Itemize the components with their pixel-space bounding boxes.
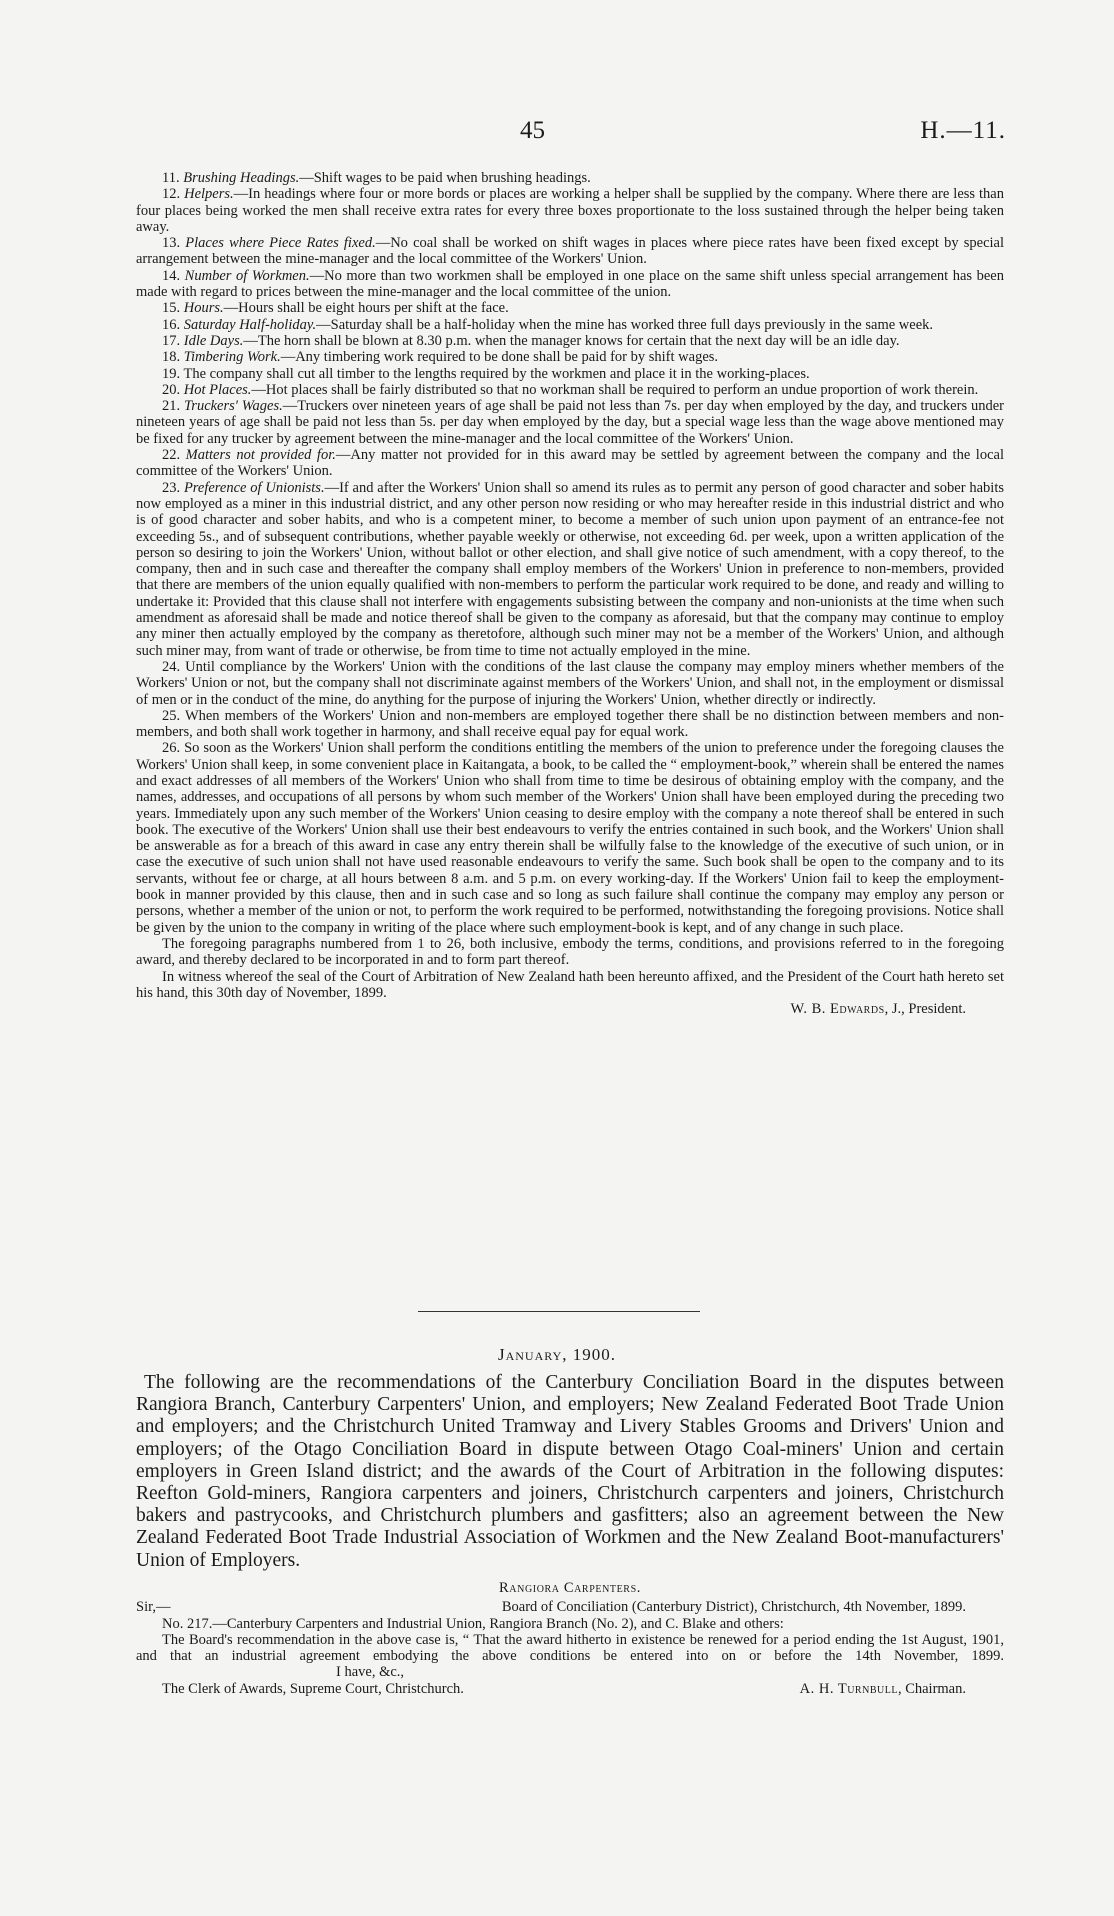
clause-19: 19. The company shall cut all timber to the lengths required by the workmen and place it in the working-places.: [162, 365, 810, 382]
i-have: I have, &c.,: [336, 1664, 405, 1681]
section-divider: [418, 1311, 700, 1312]
clause-15: 15. Hours.—Hours shall be eight hours per shift at the face.: [162, 300, 509, 317]
clause-25: 25. When members of the Workers' Union and non-members are employed together there shall be no distinction between members and non-members, and both shall work together in harmony, and shall receive equal pay for equal work.: [136, 707, 1004, 741]
clause-20: 20. Hot Places.—Hot places shall be fairly distributed so that no workman shall be required to perform an undue proportion of work therein.: [162, 381, 979, 398]
chairman-signature: A. H. Turnbull, Chairman.: [799, 1680, 966, 1697]
salutation: Sir,—: [136, 1599, 171, 1616]
president-signature: W. B. Edwards, J., President.: [790, 1001, 966, 1018]
closing-witness: In witness whereof the seal of the Court of Arbitration of New Zealand hath been hereunto affixed, and the President of the Court hath hereto set his hand, this 30th day of November, 1899.: [136, 968, 1004, 1001]
clause-14: 14. Number of Workmen.—No more than two workmen shall be employed in one place on the same shift unless special arrangement has been made with regard to prices between the mine-manager and the local committee of the union.: [136, 267, 1004, 301]
clause-17: 17. Idle Days.—The horn shall be blown at 8.30 p.m. when the manager knows for certain that the next day will be an idle day.: [162, 332, 900, 349]
board-line: Board of Conciliation (Canterbury District), Christchurch, 4th November, 1899.: [501, 1599, 966, 1616]
page-number: 45: [520, 117, 545, 144]
recommendation: The Board's recommendation in the above case is, “ That the award hitherto in existence be renewed for a period ending the 1st August, 1901, and that an industrial agreement embodying the above conditions be entered into on or before the 14th November, 1899.I have, &c.,: [136, 1631, 1004, 1681]
section-date: January, 1900.: [497, 1345, 617, 1364]
document-reference: H.—11.: [920, 117, 1006, 144]
clause-26: 26. So soon as the Workers' Union shall perform the conditions entitling the members of the union to preference under the foregoing clauses the Workers' Union shall keep, in some convenient place in Kaitangata, a book, to be called the “ employment-book,” wherein shall be entered the names and exact addresses of all members of the Workers' Union who shall from time to time be desirous of obtaining employ with the company, and the names, addresses, and occupations of all persons by whom such member of the Workers' Union shall have been employed during the preceding two years. Immediately upon any such member of the Workers' Union ceasing to desire employ with the company a note thereof shall be entered in such book. The executive of the Workers' Union shall use their best endeavours to verify the entries contained in such book, and the Workers' Union shall be answerable as for a breach of this award in case any entry therein shall be wilfully false to the knowledge of the executive of such union, or in case the executive of such union shall not have used reasonable endeavours to verify the same. Such book shall be open to the company and to its servants, without fee or charge, at all hours between 8 a.m. and 5 p.m. on every working-day. If the Workers' Union fail to keep the employment-book in manner provided by this clause, then and in such case and so long as such failure shall continue the company may employ any person or persons, whether a member of the union or not, to perform the work required to be performed, notwithstanding the foregoing provisions. Notice shall be given by the union to the company in writing of the place where such employment-book is kept, and of any change in such place.: [136, 740, 1004, 936]
rangiora-section: [136, 1580, 1004, 1697]
addressee: The Clerk of Awards, Supreme Court, Christchurch.: [162, 1680, 464, 1697]
intro-paragraph: The following are the recommendations of the Canterbury Conciliation Board in the disputes between Rangiora Branch, Canterbury Carpenters' Union, and employers; New Zealand Federated Boot Trade Union and employers; and the Christchurch United Tramway and Livery Stables Grooms and Drivers' Union and employers; of the Otago Conciliation Board in dispute between Otago Coal-miners' Union and certain employers in Green Island district; and the awards of the Court of Arbitration in the following disputes: Reefton Gold-miners, Rangiora carpenters and joiners, Christchurch carpenters and joiners, Christchurch bakers and pastrycooks, and Christchurch plumbers and gasfitters; also an agreement between the New Zealand Federated Boot Trade Industrial Association of Workmen and the New Zealand Boot-manufacturers' Union of Employers.: [136, 1372, 1004, 1571]
salutation-row: [136, 1599, 1004, 1615]
clause-12: 12. Helpers.—In headings where four or more bords or places are working a helper shall be supplied by the company. Where there are less than four places being worked the men shall receive extra rates for every three boxes proportionate to the loss sustained through the helper being taken away.: [136, 186, 1004, 235]
clause-13: 13. Places where Piece Rates fixed.—No coal shall be worked on shift wages in places where piece rates have been fixed except by special arrangement between the mine-manager and the local committee of the Workers' Union.: [136, 235, 1005, 268]
clause-21: 21. Truckers' Wages.—Truckers over nineteen years of age shall be paid not less than 7s. per day when employed by the day, and truckers under nineteen years of age shall be paid not less than 5s. per day when employed by the day, but a special wage less than the wage above mentioned may be fixed for any trucker by agreement between the mine-manager and the local committee of the Workers' Union.: [136, 398, 1004, 447]
clause-22: 22. Matters not provided for.—Any matter not provided for in this award may be settled by agreement between the company and the local committee of the Workers' Union.: [136, 447, 1004, 480]
clause-18: 18. Timbering Work.—Any timbering work required to be done shall be paid for by shift wages.: [162, 349, 719, 366]
rangiora-heading: Rangiora Carpenters.: [499, 1580, 641, 1596]
clause-23: 23. Preference of Unionists.—If and after the Workers' Union shall so amend its rules as to permit any person of good character and sober habits now employed as a miner in this industrial district, and any other person now residing or who may hereafter reside in this industrial district and who is of good character and sober habits, and who is a competent miner, to become a member of such union upon payment of an entrance-fee not exceeding 5s., and of subsequent contributions, whether payable weekly or otherwise, not exceeding 6d. per week, upon a written application of the person so desiring to join the Workers' Union, without ballot or other election, and shall give notice of such amendment, with a copy thereof, to the company, then and in such case and thereafter the company shall employ members of the Workers' Union in preference to non-members, provided that there are members of the union equally qualified with non-members to perform the particular work required to be done, and ready and willing to undertake it: Provided that this clause shall not interfere with engagements subsisting between the company and non-unionists at the time when such amendment as aforesaid shall be made and notice thereof shall be given to the company as aforesaid, but that the company may continue to employ any miner then actually employed by the company as theretofore, although such miner may not be a member of the Workers' Union, and although such miner may, from want of trade or otherwise, be from time to time not actually employed in the mine.: [136, 479, 1005, 659]
clause-24: 24. Until compliance by the Workers' Union with the conditions of the last clause the company may employ miners whether members of the Workers' Union or not, but the company shall not discriminate against members of the Workers' Union, and shall not, in the employment or dismissal of men or in the conduct of the mine, do anything for the purpose of injuring the Workers' Union, whether directly or indirectly.: [136, 658, 1004, 708]
case-line: No. 217.—Canterbury Carpenters and Industrial Union, Rangiora Branch (No. 2), and C. Blake and others:: [162, 1615, 784, 1632]
award-clauses: [136, 170, 1004, 1017]
closing-row: [136, 1681, 1004, 1697]
clause-16: 16. Saturday Half-holiday.—Saturday shall be a half-holiday when the mine has worked three full days previously in the same week.: [162, 316, 934, 333]
page-header: [0, 117, 1114, 151]
closing-embody: The foregoing paragraphs numbered from 1 to 26, both inclusive, embody the terms, conditions, and provisions referred to in the foregoing award, and thereby declared to be incorporated in and to form part thereof.: [136, 935, 1004, 969]
clause-11: 11. Brushing Headings.—Shift wages to be paid when brushing headings.: [162, 170, 591, 186]
